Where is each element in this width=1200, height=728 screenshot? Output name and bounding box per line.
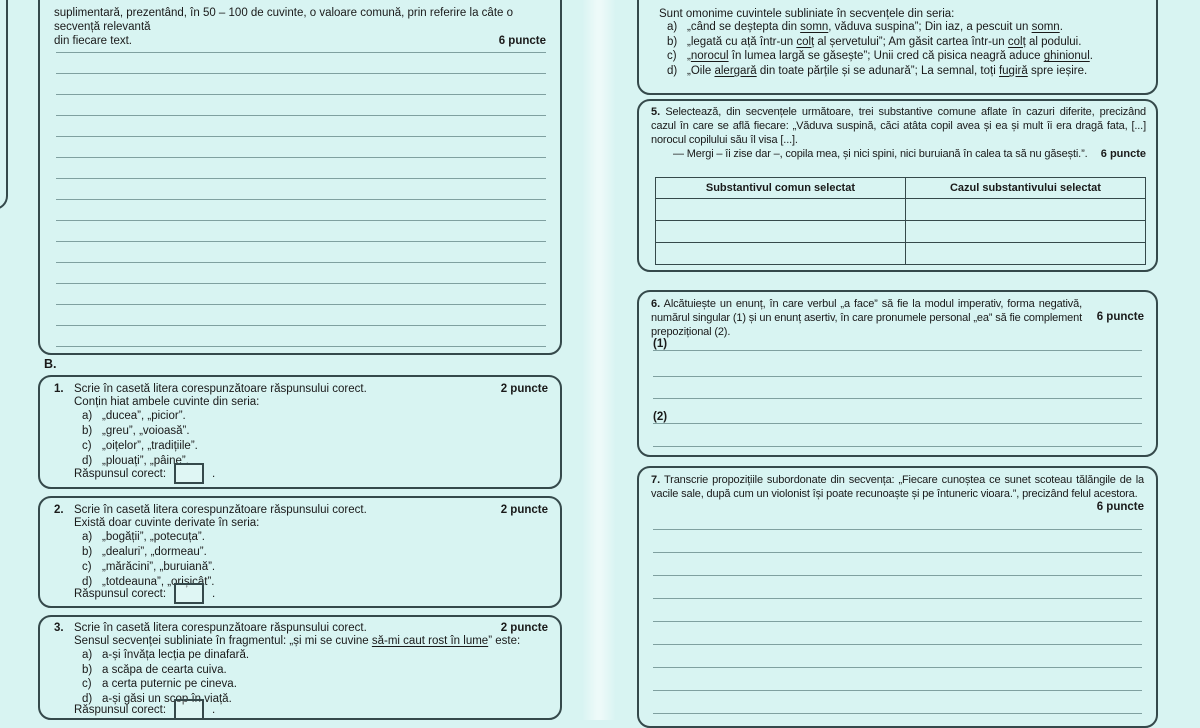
option-row xyxy=(82,560,548,575)
table-header-case: Cazul substantivului selectat xyxy=(905,178,1145,199)
writing-line[interactable] xyxy=(56,242,546,263)
writing-line[interactable] xyxy=(56,95,546,116)
table-cell-input[interactable] xyxy=(656,199,906,221)
writing-line[interactable] xyxy=(56,158,546,179)
option-letter: c) xyxy=(667,50,677,63)
quoted-dialogue-line: — Mergi – îi zise dar –, copila mea, și nici spini, nici buruiană în calea ta să nu găsești.”. xyxy=(673,148,1088,160)
option-row xyxy=(82,648,548,663)
writing-line[interactable] xyxy=(56,74,546,95)
question-number: 2. xyxy=(54,504,64,516)
writing-lines xyxy=(653,507,1142,714)
option-text: „legată cu ață într-un colț al șervetului”; Am găsit cartea într-un colț al podului. xyxy=(687,35,1082,48)
writing-line[interactable] xyxy=(56,305,546,326)
option-letter: c) xyxy=(82,678,92,691)
writing-line[interactable] xyxy=(653,691,1142,714)
writing-line[interactable] xyxy=(56,326,546,347)
option-text: a certa puternic pe cineva. xyxy=(102,678,237,691)
question-instruction: Scrie în casetă litera corespunzătoare răspunsului corect. xyxy=(74,383,367,395)
question-instruction: Scrie în casetă litera corespunzătoare răspunsului corect. xyxy=(74,622,367,634)
writing-line[interactable] xyxy=(653,622,1142,645)
points-label: 6 puncte xyxy=(1100,148,1146,160)
table-row xyxy=(656,243,1146,265)
option-letter: c) xyxy=(82,561,92,573)
part-1-label: (1) xyxy=(653,338,668,350)
part-1-writing-line[interactable] xyxy=(653,330,1142,351)
option-text: „ducea”, „picior”. xyxy=(102,410,186,422)
writing-line[interactable] xyxy=(56,221,546,242)
writing-line[interactable] xyxy=(653,530,1142,553)
option-text: „plouați”, „pâine”. xyxy=(102,455,189,467)
option-text: „dealuri”, „dormeau”. xyxy=(102,546,207,558)
option-text: a-și învăța lecția pe dinafară. xyxy=(102,649,250,661)
table-cell-input[interactable] xyxy=(905,199,1145,221)
question-stem: Sunt omonime cuvintele subliniate în secvențele din seria: xyxy=(659,8,955,20)
points-label: 2 puncte xyxy=(500,504,548,516)
option-letter: c) xyxy=(82,440,92,452)
points-label: 6 puncte xyxy=(1096,501,1144,513)
question-text: 6. Alcătuiește un enunț, în care verbul „a face” să fie la modul imperativ, forma negativă, numărul singular (1) și un enunț asertiv, în care pronumele personal „ea” să fie complement prepozițional (2). xyxy=(651,298,1082,338)
adjacent-column-box-edge xyxy=(0,0,8,210)
option-letter: d) xyxy=(82,692,93,705)
option-text: „bogății”, „potecuța”. xyxy=(102,531,205,543)
answer-table xyxy=(655,177,1146,265)
option-row xyxy=(82,677,548,692)
answer-label: Răspunsul corect: xyxy=(74,467,167,480)
answer-input-box[interactable] xyxy=(174,699,204,720)
question-text: 7. Transcrie propozițiile subordonate din secvența: „Fiecare cunoștea ce sunet scoteau tălăngile de la vacile sale, după cum un violonist își poate recunoaște și pe întuneric vioara.”, precizând felul acestora. xyxy=(651,474,1144,500)
table-header-noun: Substantivul comun selectat xyxy=(656,178,906,199)
question-number: 7. xyxy=(651,474,661,486)
question-5-box xyxy=(637,99,1158,272)
option-text: „totdeauna”, „orișicât”. xyxy=(102,576,215,588)
option-letter: a) xyxy=(82,410,93,422)
option-text: „norocul în lumea largă se găsește”; Unii cred că pisica neagră aduce ghinionul. xyxy=(687,50,1093,63)
writing-line[interactable] xyxy=(56,179,546,200)
option-row xyxy=(82,409,548,424)
writing-line[interactable] xyxy=(56,200,546,221)
writing-line[interactable] xyxy=(653,668,1142,691)
option-letter: d) xyxy=(82,576,93,588)
writing-line[interactable] xyxy=(56,53,546,74)
question-3-box xyxy=(38,615,562,720)
option-text: „Oile alergară din toate părțile și se adunară”; La semnal, toți fugiră spre ieșire. xyxy=(687,64,1088,77)
option-text: a scăpa de cearta cuiva. xyxy=(102,663,227,676)
writing-line[interactable] xyxy=(653,377,1142,399)
option-letter: b) xyxy=(667,35,678,48)
writing-line[interactable] xyxy=(56,137,546,158)
writing-line[interactable] xyxy=(56,32,546,53)
question-number: 3. xyxy=(54,622,64,634)
question-number: 1. xyxy=(54,383,64,395)
answer-suffix: . xyxy=(212,467,216,480)
writing-line[interactable] xyxy=(653,553,1142,576)
option-row xyxy=(82,545,548,560)
option-row xyxy=(667,49,1144,64)
section-b-label: B. xyxy=(44,357,57,371)
answer-input-box[interactable] xyxy=(174,583,204,604)
option-text: „mărăcini”, „buruiană”. xyxy=(102,561,216,573)
writing-lines xyxy=(56,32,546,347)
option-text: a-și găsi un scop în viață. xyxy=(102,692,232,705)
writing-line[interactable] xyxy=(653,599,1142,622)
option-letter: d) xyxy=(667,64,678,77)
answer-label: Răspunsul corect: xyxy=(74,587,167,600)
answer-input-box[interactable] xyxy=(174,463,204,484)
option-letter: a) xyxy=(667,21,678,33)
question-number: 6. xyxy=(651,298,661,310)
points-label: 2 puncte xyxy=(500,622,548,634)
page-gutter xyxy=(582,0,616,720)
writing-line[interactable] xyxy=(56,284,546,305)
table-cell-input[interactable] xyxy=(656,221,906,243)
option-text: „oițelor”, „tradițiile”. xyxy=(102,440,198,452)
points-label: 2 puncte xyxy=(500,383,548,395)
option-letter: a) xyxy=(82,649,93,661)
writing-line[interactable] xyxy=(653,507,1142,530)
writing-line[interactable] xyxy=(56,116,546,137)
answer-label: Răspunsul corect: xyxy=(74,703,167,716)
option-row xyxy=(82,663,548,678)
table-row xyxy=(656,199,1146,221)
question-text: 5. Selectează, din secvențele următoare, trei substantive comune aflate în cazuri diferite, precizând cazul în care se află fiecare: „Văduva suspină, căci atâta copil avea și ea și mult îi era dragă fata, [...] norocul copilului său îl visa [...]. xyxy=(651,106,1147,146)
writing-line[interactable] xyxy=(56,263,546,284)
part-2-writing-line[interactable] xyxy=(653,399,1142,424)
table-row xyxy=(656,221,1146,243)
option-letter: b) xyxy=(82,425,93,437)
question-instruction: Scrie în casetă litera corespunzătoare răspunsului corect. xyxy=(74,504,367,516)
option-letter: b) xyxy=(82,546,93,558)
question-stem: Sensul secvenței subliniate în fragmentul: „și mi se cuvine să-mi caut rost în lume” este: xyxy=(74,635,521,647)
option-letter: b) xyxy=(82,663,93,676)
option-row xyxy=(82,424,548,439)
question-6-box xyxy=(637,290,1158,457)
writing-line[interactable] xyxy=(653,424,1142,447)
option-row xyxy=(82,530,548,545)
points-label: 6 puncte xyxy=(1096,311,1144,323)
option-letter: a) xyxy=(82,531,93,543)
question-number: 5. xyxy=(651,106,661,118)
answer-suffix: . xyxy=(212,587,216,600)
table-cell-input[interactable] xyxy=(656,243,906,265)
option-row xyxy=(667,35,1144,50)
option-row xyxy=(667,64,1144,79)
question-stem: Există doar cuvinte derivate în seria: xyxy=(74,517,260,529)
writing-line[interactable] xyxy=(653,351,1142,377)
writing-line[interactable] xyxy=(653,645,1142,668)
option-letter: d) xyxy=(82,455,93,467)
option-text: „când se deștepta din somn, văduva suspina”; Din iaz, a pescuit un somn. xyxy=(687,21,1063,33)
question-4-box xyxy=(637,0,1158,95)
table-cell-input[interactable] xyxy=(905,243,1145,265)
question-1-box xyxy=(38,375,562,489)
subject-intro-writing-box xyxy=(38,0,562,355)
question-stem: Conțin hiat ambele cuvinte din seria: xyxy=(74,396,260,408)
option-row xyxy=(667,20,1144,35)
intro-text-line2: din fiecare text. xyxy=(54,35,132,47)
table-cell-input[interactable] xyxy=(905,221,1145,243)
answer-suffix: . xyxy=(212,703,216,716)
option-row xyxy=(82,439,548,454)
question-2-box xyxy=(38,496,562,608)
option-text: „greu”, „voioasă”. xyxy=(102,425,190,437)
part-2-label: (2) xyxy=(653,411,668,423)
intro-text-line1: suplimentară, prezentând, în 50 – 100 de cuvinte, o valoare comună, prin referire la câte o secvență relevantă xyxy=(54,7,513,33)
question-7-box xyxy=(637,466,1158,728)
points-label: 6 puncte xyxy=(498,35,546,47)
writing-line[interactable] xyxy=(653,576,1142,599)
